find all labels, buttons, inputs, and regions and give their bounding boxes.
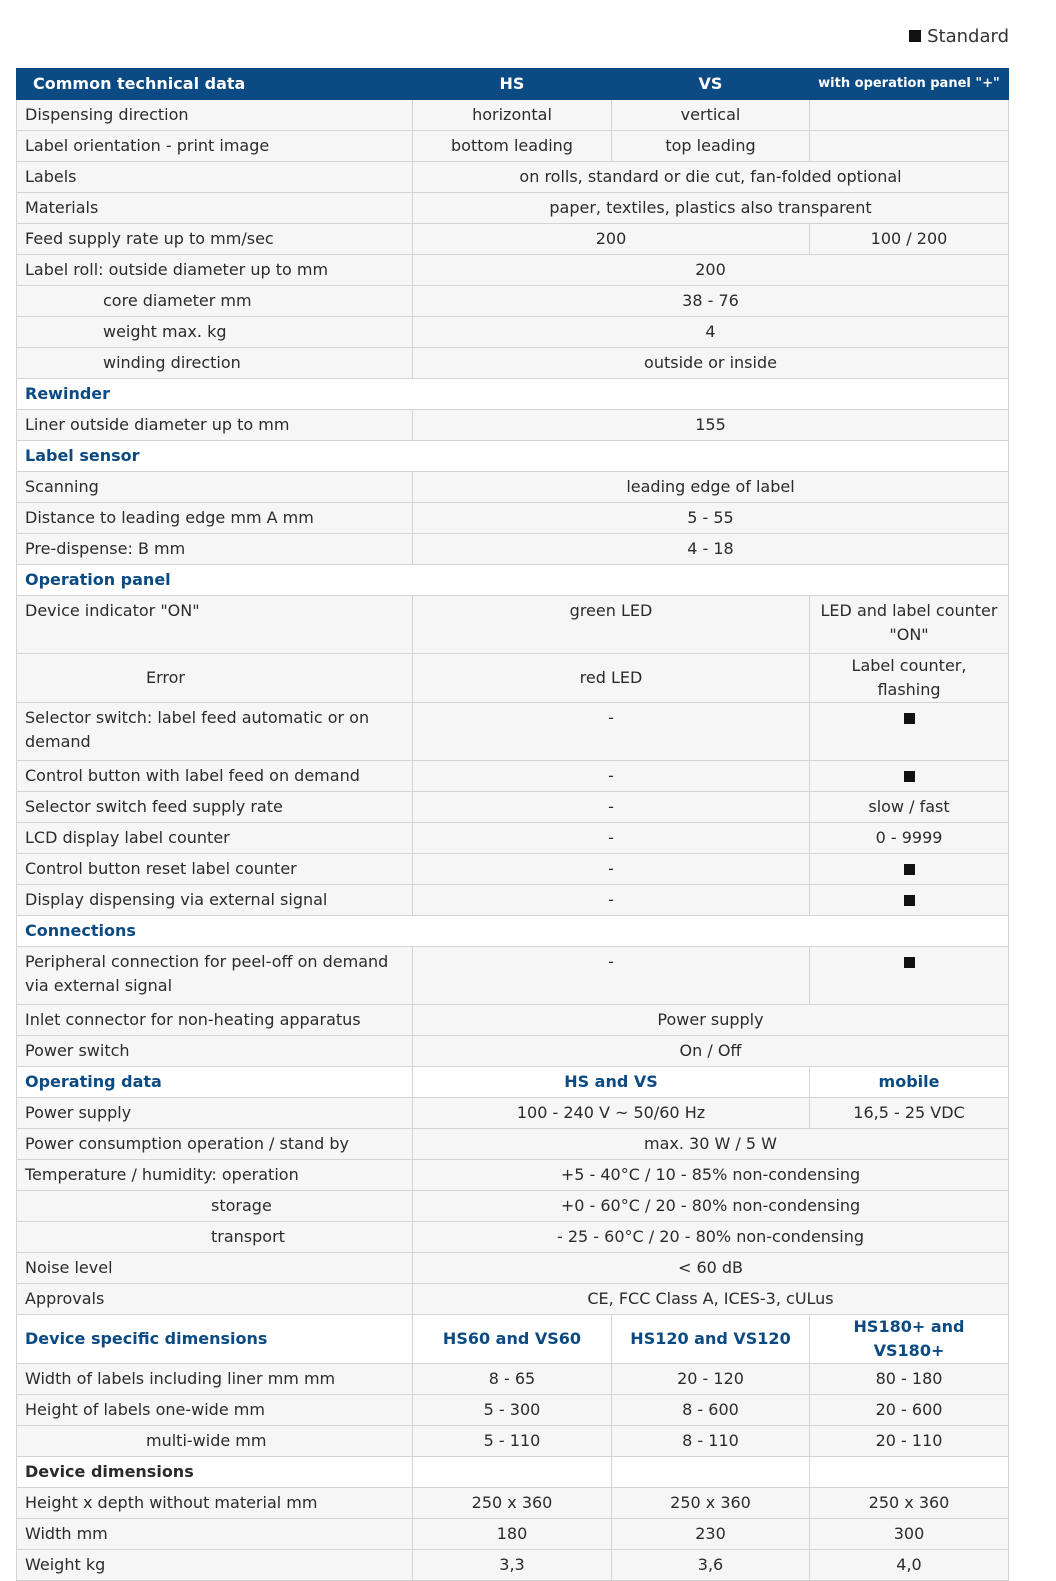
table-row (17, 1519, 1009, 1550)
section-header (17, 1067, 1009, 1098)
row-label: Label orientation - print image (17, 131, 413, 162)
row-label: Error (17, 654, 413, 703)
cell-value: 3,6 (612, 1550, 810, 1581)
cell-value: 250 x 360 (413, 1488, 612, 1519)
row-label: Temperature / humidity: operation (17, 1160, 413, 1191)
table-row (17, 1253, 1009, 1284)
cell-value: 80 - 180 (810, 1364, 1009, 1395)
table-row (17, 1550, 1009, 1581)
row-label: Liner outside diameter up to mm (17, 410, 413, 441)
table-row (17, 792, 1009, 823)
header-vs: VS (612, 69, 810, 100)
table-row (17, 761, 1009, 792)
table-row (17, 472, 1009, 503)
cell-vs: vertical (612, 100, 810, 131)
cell-value: paper, textiles, plastics also transparent (413, 193, 1009, 224)
cell-empty (810, 131, 1009, 162)
table-header (17, 69, 1009, 100)
row-label: Power consumption operation / stand by (17, 1129, 413, 1160)
section-header (17, 916, 1009, 947)
section-header (17, 1457, 1009, 1488)
cell-empty (413, 1457, 612, 1488)
cell-value: 5 - 110 (413, 1426, 612, 1457)
header-hs: HS (413, 69, 612, 100)
cell-plus (810, 854, 1009, 885)
row-label: Peripheral connection for peel-off on demand via external signal (17, 947, 413, 1005)
row-label: Inlet connector for non-heating apparatus (17, 1005, 413, 1036)
row-label: Noise level (17, 1253, 413, 1284)
row-label: Control button with label feed on demand (17, 761, 413, 792)
table-row (17, 854, 1009, 885)
cell-plus: 0 - 9999 (810, 823, 1009, 854)
cell-value: 5 - 300 (413, 1395, 612, 1426)
col-header-mobile: mobile (810, 1067, 1009, 1098)
cell-value: +5 - 40°C / 10 - 85% non-condensing (413, 1160, 1009, 1191)
cell-value: 100 - 240 V ~ 50/60 Hz (413, 1098, 810, 1129)
cell-value: 200 (413, 255, 1009, 286)
table-row (17, 255, 1009, 286)
section-title-device-specific: Device specific dimensions (17, 1315, 413, 1364)
row-label: Feed supply rate up to mm/sec (17, 224, 413, 255)
table-row (17, 100, 1009, 131)
row-label: Scanning (17, 472, 413, 503)
section-header (17, 565, 1009, 596)
row-label: Power supply (17, 1098, 413, 1129)
row-label: multi-wide mm (17, 1426, 413, 1457)
table-row (17, 224, 1009, 255)
row-label: Display dispensing via external signal (17, 885, 413, 916)
row-label: winding direction (17, 348, 413, 379)
cell-value: 4,0 (810, 1550, 1009, 1581)
row-label: Pre-dispense: B mm (17, 534, 413, 565)
cell-value: 3,3 (413, 1550, 612, 1581)
table-row (17, 1191, 1009, 1222)
cell-plus (810, 885, 1009, 916)
table-row (17, 162, 1009, 193)
row-label: Label roll: outside diameter up to mm (17, 255, 413, 286)
row-label: Control button reset label counter (17, 854, 413, 885)
row-label: storage (17, 1191, 413, 1222)
standard-square-icon (904, 864, 915, 875)
table-row (17, 1426, 1009, 1457)
cell-value: 20 - 110 (810, 1426, 1009, 1457)
table-row (17, 1005, 1009, 1036)
section-header (17, 1315, 1009, 1364)
row-label: Height x depth without material mm (17, 1488, 413, 1519)
cell-value: 8 - 65 (413, 1364, 612, 1395)
standard-square-icon (904, 895, 915, 906)
row-label: Approvals (17, 1284, 413, 1315)
cell-value: outside or inside (413, 348, 1009, 379)
cell-value: - (413, 947, 810, 1005)
row-label: Selector switch: label feed automatic or on demand (17, 703, 413, 761)
cell-value: - (413, 823, 810, 854)
cell-plus: slow / fast (810, 792, 1009, 823)
section-title-operation-panel: Operation panel (17, 565, 1009, 596)
cell-mobile: 16,5 - 25 VDC (810, 1098, 1009, 1129)
cell-value: 38 - 76 (413, 286, 1009, 317)
cell-value: < 60 dB (413, 1253, 1009, 1284)
row-label: transport (17, 1222, 413, 1253)
col-header-60: HS60 and VS60 (413, 1315, 612, 1364)
table-row (17, 131, 1009, 162)
section-title-label-sensor: Label sensor (17, 441, 1009, 472)
row-label: Device indicator "ON" (17, 596, 413, 654)
cell-value: red LED (413, 654, 810, 703)
row-label: weight max. kg (17, 317, 413, 348)
standard-square-icon (904, 713, 915, 724)
cell-value: - 25 - 60°C / 20 - 80% non-condensing (413, 1222, 1009, 1253)
cell-value: - (413, 885, 810, 916)
cell-value: on rolls, standard or die cut, fan-folded optional (413, 162, 1009, 193)
cell-plus: 100 / 200 (810, 224, 1009, 255)
cell-value: 230 (612, 1519, 810, 1550)
row-label: Materials (17, 193, 413, 224)
row-label: LCD display label counter (17, 823, 413, 854)
cell-value: leading edge of label (413, 472, 1009, 503)
table-row (17, 654, 1009, 703)
table-row (17, 286, 1009, 317)
cell-plus (810, 947, 1009, 1005)
cell-value: - (413, 854, 810, 885)
cell-value: 5 - 55 (413, 503, 1009, 534)
table-row (17, 1488, 1009, 1519)
cell-value: 4 - 18 (413, 534, 1009, 565)
table-row (17, 1364, 1009, 1395)
spec-table (16, 68, 1009, 1581)
row-label: Width mm (17, 1519, 413, 1550)
row-label: Dispensing direction (17, 100, 413, 131)
row-label: core diameter mm (17, 286, 413, 317)
cell-plus: LED and label counter "ON" (810, 596, 1009, 654)
table-row (17, 534, 1009, 565)
table-row (17, 596, 1009, 654)
cell-empty (612, 1457, 810, 1488)
cell-value: 200 (413, 224, 810, 255)
cell-value: 155 (413, 410, 1009, 441)
cell-value: - (413, 761, 810, 792)
table-row (17, 1098, 1009, 1129)
cell-empty (810, 100, 1009, 131)
cell-value: 180 (413, 1519, 612, 1550)
section-title-connections: Connections (17, 916, 1009, 947)
row-label: Height of labels one-wide mm (17, 1395, 413, 1426)
header-title: Common technical data (17, 69, 413, 100)
cell-value: 300 (810, 1519, 1009, 1550)
row-label: Width of labels including liner mm mm (17, 1364, 413, 1395)
cell-value: On / Off (413, 1036, 1009, 1067)
col-header-120: HS120 and VS120 (612, 1315, 810, 1364)
row-label: Selector switch feed supply rate (17, 792, 413, 823)
section-title-rewinder: Rewinder (17, 379, 1009, 410)
table-row (17, 317, 1009, 348)
cell-value: Power supply (413, 1005, 1009, 1036)
cell-vs: top leading (612, 131, 810, 162)
table-row (17, 1222, 1009, 1253)
row-label: Power switch (17, 1036, 413, 1067)
legend (909, 24, 1009, 48)
header-plus: with operation panel "+" (810, 69, 1009, 100)
legend-label: Standard (927, 25, 1009, 47)
cell-value: - (413, 703, 810, 761)
col-header-180: HS180+ and VS180+ (810, 1315, 1009, 1364)
cell-value: max. 30 W / 5 W (413, 1129, 1009, 1160)
cell-plus (810, 703, 1009, 761)
section-title-operating-data: Operating data (17, 1067, 413, 1098)
cell-hs: horizontal (413, 100, 612, 131)
cell-value: 4 (413, 317, 1009, 348)
table-row (17, 885, 1009, 916)
table-row (17, 823, 1009, 854)
standard-square-icon (904, 957, 915, 968)
cell-value: 8 - 600 (612, 1395, 810, 1426)
table-row (17, 947, 1009, 1005)
cell-value: +0 - 60°C / 20 - 80% non-condensing (413, 1191, 1009, 1222)
standard-square-icon (904, 771, 915, 782)
table-row (17, 193, 1009, 224)
standard-square-icon (909, 30, 921, 42)
cell-hs: bottom leading (413, 131, 612, 162)
table-row (17, 503, 1009, 534)
cell-value: 8 - 110 (612, 1426, 810, 1457)
cell-value: CE, FCC Class A, ICES-3, cULus (413, 1284, 1009, 1315)
section-title-device-dimensions: Device dimensions (17, 1457, 413, 1488)
table-row (17, 348, 1009, 379)
row-label: Labels (17, 162, 413, 193)
row-label: Weight kg (17, 1550, 413, 1581)
table-row (17, 410, 1009, 441)
table-row (17, 1284, 1009, 1315)
cell-empty (810, 1457, 1009, 1488)
col-header-hs-vs: HS and VS (413, 1067, 810, 1098)
cell-plus (810, 761, 1009, 792)
cell-value: 250 x 360 (612, 1488, 810, 1519)
section-header (17, 379, 1009, 410)
section-header (17, 441, 1009, 472)
cell-value: 20 - 120 (612, 1364, 810, 1395)
table-row (17, 1129, 1009, 1160)
cell-plus: Label counter, flashing (810, 654, 1009, 703)
cell-value: - (413, 792, 810, 823)
cell-value: green LED (413, 596, 810, 654)
table-row (17, 703, 1009, 761)
table-row (17, 1036, 1009, 1067)
table-row (17, 1395, 1009, 1426)
table-row (17, 1160, 1009, 1191)
cell-value: 250 x 360 (810, 1488, 1009, 1519)
row-label: Distance to leading edge mm A mm (17, 503, 413, 534)
cell-value: 20 - 600 (810, 1395, 1009, 1426)
